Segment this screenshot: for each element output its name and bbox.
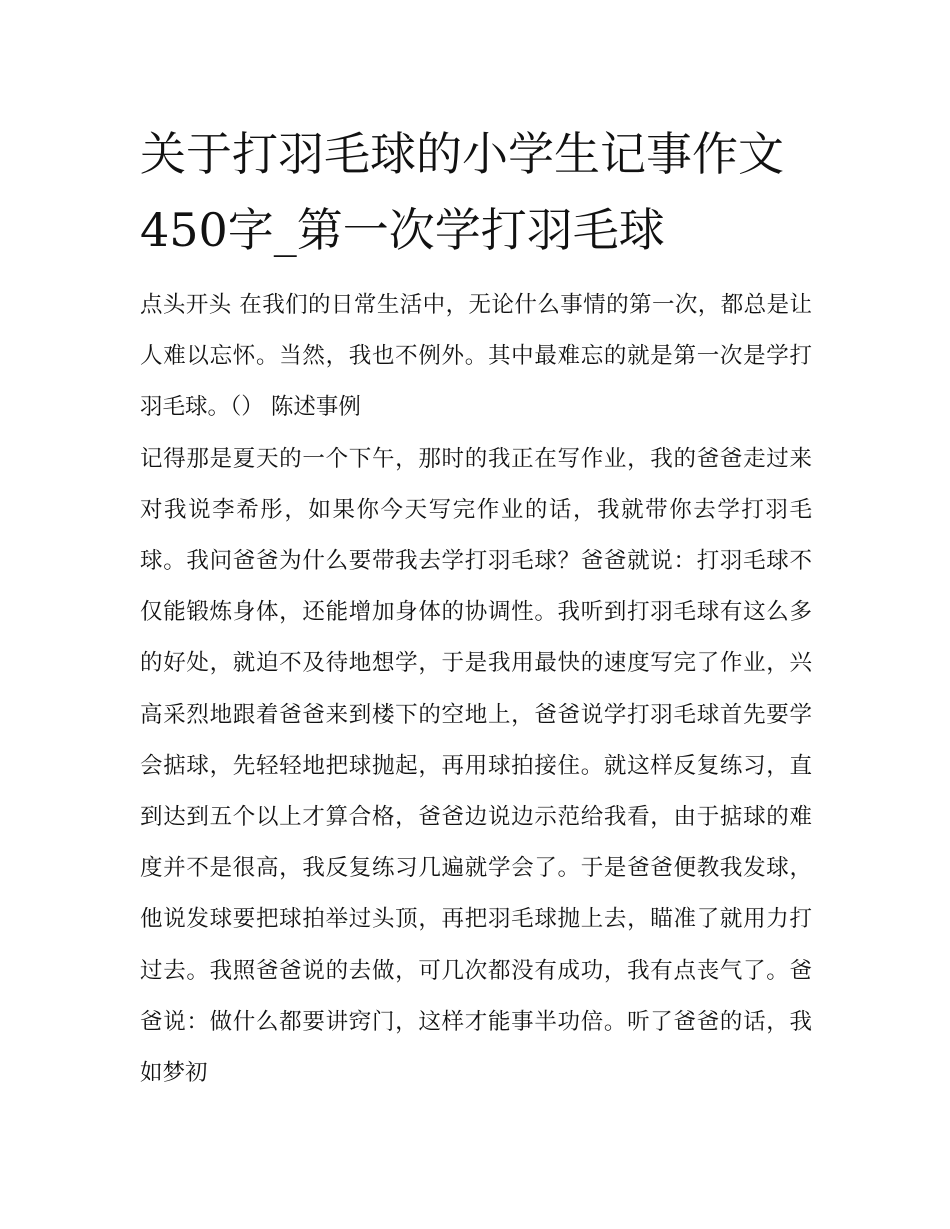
document-title: 关于打羽毛球的小学生记事作文450字_第一次学打羽毛球	[140, 127, 784, 257]
paragraph-story: 记得那是夏天的一个下午，那时的我正在写作业，我的爸爸走过来对我说李希彤，如果你今天写完作业的话，我就带你去学打羽毛球。我问爸爸为什么要带我去学打羽毛球？爸爸就说：打羽毛球不仅能锻炼身体，还能增加身体的协调性。我听到打羽毛球有这么多的好处，就迫不及待地想学，于是我用最快的速度写完了作业，兴高采烈地跟着爸爸来到楼下的空地上，爸爸说学打羽毛球首先要学会掂球，先轻轻地把球抛起，再用球拍接住。就这样反复练习，直到达到五个以上才算合格，爸爸边说边示范给我看，由于掂球的难度并不是很高，我反复练习几遍就学会了。于是爸爸便教我发球，他说发球要把球拍举过头顶，再把羽毛球抛上去，瞄准了就用力打过去。我照爸爸说的去做，可几次都没有成功，我有点丧气了。爸爸说：做什么都要讲窍门，这样才能事半功倍。听了爸爸的话，我如梦初	[140, 445, 812, 1087]
paragraph-intro: 点头开头 在我们的日常生活中，无论什么事情的第一次，都总是让人难以忘怀。当然，我也不例外。其中最难忘的就是第一次是学打羽毛球。（） 陈述事例	[140, 292, 812, 421]
document-body	[140, 280, 812, 1099]
